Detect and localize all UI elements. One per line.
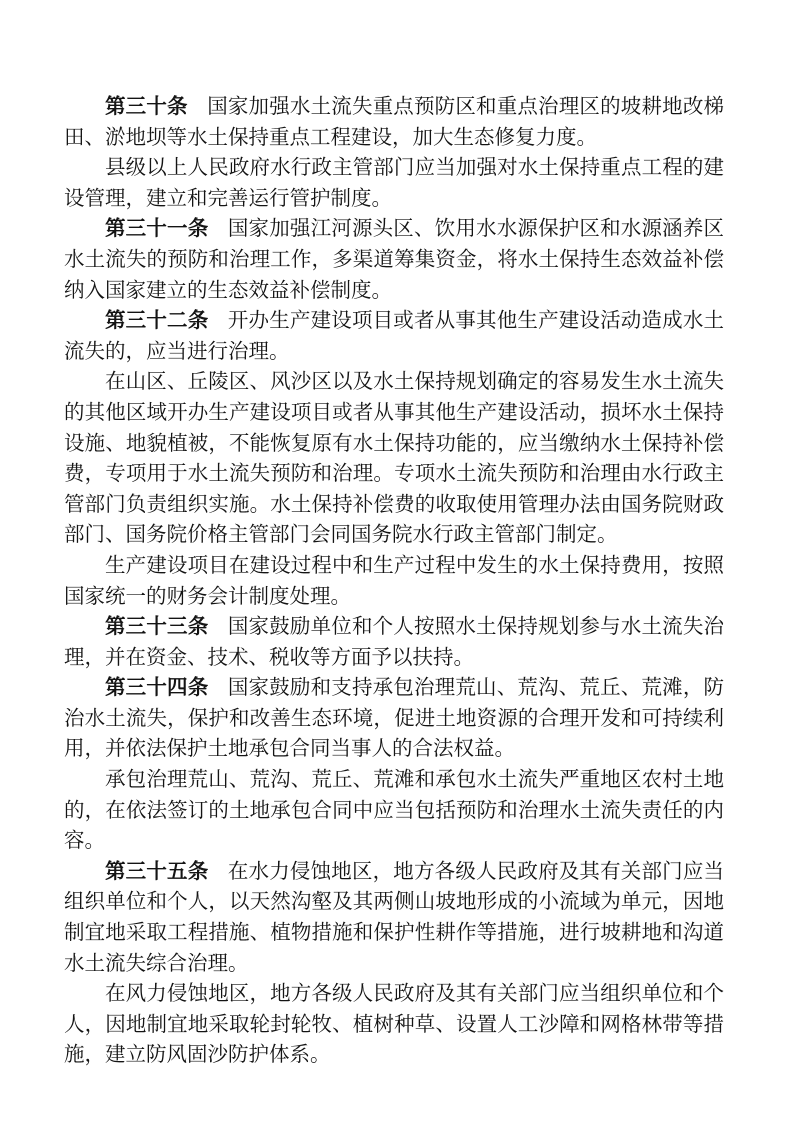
document-paragraph — [64, 551, 724, 612]
document-paragraph — [64, 765, 724, 857]
article-number: 第三十三条 — [105, 616, 209, 639]
paragraph-text: 国家加强江河源头区、饮用水水源保护区和水源涵养区水土流失的预防和治理工作，多渠道筹集资金，将水土保持生态效益补偿纳入国家建立的生态效益补偿制度。 — [64, 218, 725, 302]
paragraph-text: 国家鼓励单位和个人按照水土保持规划参与水土流失治理，并在资金、技术、税收等方面予以扶持。 — [64, 616, 725, 669]
paragraph-text: 在山区、丘陵区、风沙区以及水土保持规划确定的容易发生水土流失的其他区域开办生产建设项目或者从事其他生产建设活动，损坏水土保持设施、地貌植被，不能恢复原有水土保持功能的，应当缴纳水土保持补偿费，专项用于水土流失预防和治理。专项水土流失预防和治理由水行政主管部门负责组织实施。水土保持补偿费的收取使用管理办法由国务院财政部门、国务院价格主管部门会同国务院水行政主管部门制定。 — [64, 371, 724, 547]
document-paragraph — [64, 612, 724, 673]
article-number: 第三十一条 — [105, 218, 209, 241]
paragraph-text: 开办生产建设项目或者从事其他生产建设活动造成水土流失的，应当进行治理。 — [64, 310, 725, 363]
paragraph-text: 县级以上人民政府水行政主管部门应当加强对水土保持重点工程的建设管理，建立和完善运行管护制度。 — [64, 157, 724, 210]
article-number: 第三十五条 — [105, 860, 209, 883]
document-paragraph — [64, 214, 724, 306]
article-number: 第三十二条 — [105, 310, 209, 333]
document-paragraph — [64, 153, 724, 214]
paragraph-text: 生产建设项目在建设过程中和生产过程中发生的水土保持费用，按照国家统一的财务会计制度处理。 — [64, 554, 724, 608]
document-paragraph — [64, 367, 724, 551]
paragraph-text: 在风力侵蚀地区，地方各级人民政府及其有关部门应当组织单位和个人，因地制宜地采取轮封轮牧、植树种草、设置人工沙障和网格林带等措施，建立防风固沙防护体系。 — [64, 983, 724, 1067]
document-paragraph — [64, 673, 724, 765]
document-paragraph — [64, 306, 724, 367]
document-body — [64, 92, 724, 1071]
paragraph-text: 国家鼓励和支持承包治理荒山、荒沟、荒丘、荒滩，防治水土流失，保护和改善生态环境，促进土地资源的合理开发和可持续利用，并依法保护土地承包合同当事人的合法权益。 — [64, 677, 725, 761]
article-number: 第三十条 — [105, 96, 188, 118]
paragraph-text: 承包治理荒山、荒沟、荒丘、荒滩和承包水土流失严重地区农村土地的，在依法签订的土地承包合同中应当包括预防和治理水土流失责任的内容。 — [64, 769, 724, 853]
article-number: 第三十四条 — [105, 677, 209, 700]
document-paragraph — [64, 857, 724, 979]
paragraph-text: 在水力侵蚀地区，地方各级人民政府及其有关部门应当组织单位和个人，以天然沟壑及其两侧山坡地形成的小流域为单元，因地制宜地采取工程措施、植物措施和保护性耕作等措施，进行坡耕地和沟道水土流失综合治理。 — [64, 860, 725, 975]
document-paragraph — [64, 92, 724, 153]
paragraph-text: 国家加强水土流失重点预防区和重点治理区的坡耕地改梯田、淤地坝等水土保持重点工程建设，加大生态修复力度。 — [64, 96, 724, 149]
document-paragraph — [64, 979, 724, 1071]
